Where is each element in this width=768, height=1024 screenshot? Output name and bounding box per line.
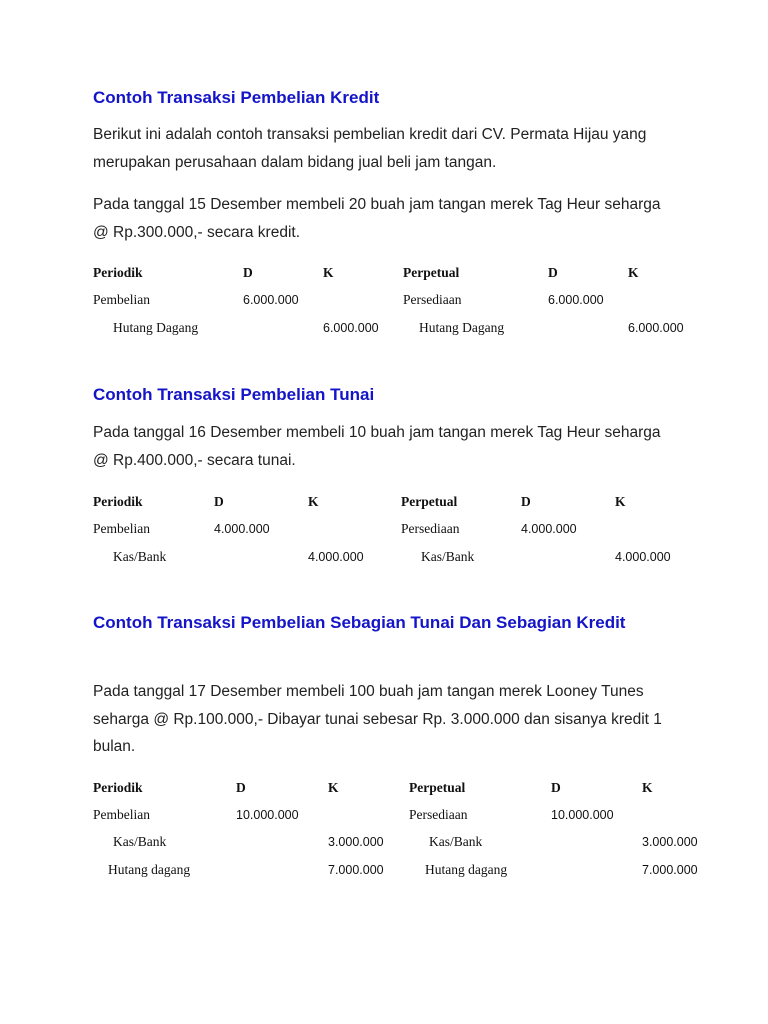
table-cell: Hutang dagang (425, 862, 508, 877)
table-cell: Pembelian (93, 521, 150, 536)
table-header: Perpetual (409, 780, 466, 795)
section-3-title: Contoh Transaksi Pembelian Sebagian Tunai Dan Sebagian Kredit (93, 613, 626, 632)
table-cell: Pembelian (93, 292, 150, 307)
table-header: D (214, 494, 224, 509)
table-cell: 3.000.000 (328, 835, 384, 849)
table-cell: 3.000.000 (642, 835, 698, 849)
table-header: K (642, 780, 653, 795)
table-cell: 6.000.000 (323, 321, 379, 335)
table-header: K (323, 265, 334, 280)
section-1-paragraph-1: Berikut ini adalah contoh transaksi pembelian kredit dari CV. Permata Hijau yang merupakan perusahaan dalam bidang jual beli jam tangan. (93, 126, 647, 171)
table-cell: Pembelian (93, 807, 150, 822)
table-header: K (615, 494, 626, 509)
table-header: Periodik (93, 494, 143, 509)
table-header: D (243, 265, 253, 280)
table-cell: 4.000.000 (214, 522, 270, 536)
table-header: Periodik (93, 780, 143, 795)
section-1-title: Contoh Transaksi Pembelian Kredit (93, 88, 380, 107)
table-cell: Persediaan (403, 292, 462, 307)
table-header: K (628, 265, 639, 280)
section-1-paragraph-2: Pada tanggal 15 Desember membeli 20 buah jam tangan merek Tag Heur seharga @ Rp.300.000,- secara kredit. (93, 196, 661, 241)
table-header: Perpetual (403, 265, 460, 280)
table-cell: 6.000.000 (548, 293, 604, 307)
section-2-title: Contoh Transaksi Pembelian Tunai (93, 385, 375, 404)
table-cell: Hutang dagang (108, 862, 191, 877)
table-cell: 4.000.000 (615, 550, 671, 564)
table-cell: 10.000.000 (236, 808, 299, 822)
table-header: Perpetual (401, 494, 458, 509)
section-3-paragraph-1: Pada tanggal 17 Desember membeli 100 buah jam tangan merek Looney Tunes seharga @ Rp.100.000,- Dibayar tunai sebesar Rp. 3.000.000 dan sisanya kredit 1 bulan. (93, 683, 662, 755)
table-cell: 6.000.000 (628, 321, 684, 335)
table-header: D (548, 265, 558, 280)
table-cell: 4.000.000 (521, 522, 577, 536)
table-cell: 7.000.000 (642, 863, 698, 877)
table-header: D (521, 494, 531, 509)
table-header: K (308, 494, 319, 509)
table-cell: Kas/Bank (421, 549, 475, 564)
section-2-paragraph-1: Pada tanggal 16 Desember membeli 10 buah jam tangan merek Tag Heur seharga @ Rp.400.000,- secara tunai. (93, 424, 661, 469)
table-cell: Kas/Bank (113, 834, 167, 849)
table-header: K (328, 780, 339, 795)
table-cell: Persediaan (401, 521, 460, 536)
table-cell: 10.000.000 (551, 808, 614, 822)
table-cell: Hutang Dagang (419, 320, 505, 335)
table-cell: 4.000.000 (308, 550, 364, 564)
table-cell: Kas/Bank (429, 834, 483, 849)
table-cell: Kas/Bank (113, 549, 167, 564)
table-cell: 7.000.000 (328, 863, 384, 877)
table-cell: Persediaan (409, 807, 468, 822)
table-cell: 6.000.000 (243, 293, 299, 307)
table-header: D (236, 780, 246, 795)
table-header: Periodik (93, 265, 143, 280)
table-header: D (551, 780, 561, 795)
table-cell: Hutang Dagang (113, 320, 199, 335)
